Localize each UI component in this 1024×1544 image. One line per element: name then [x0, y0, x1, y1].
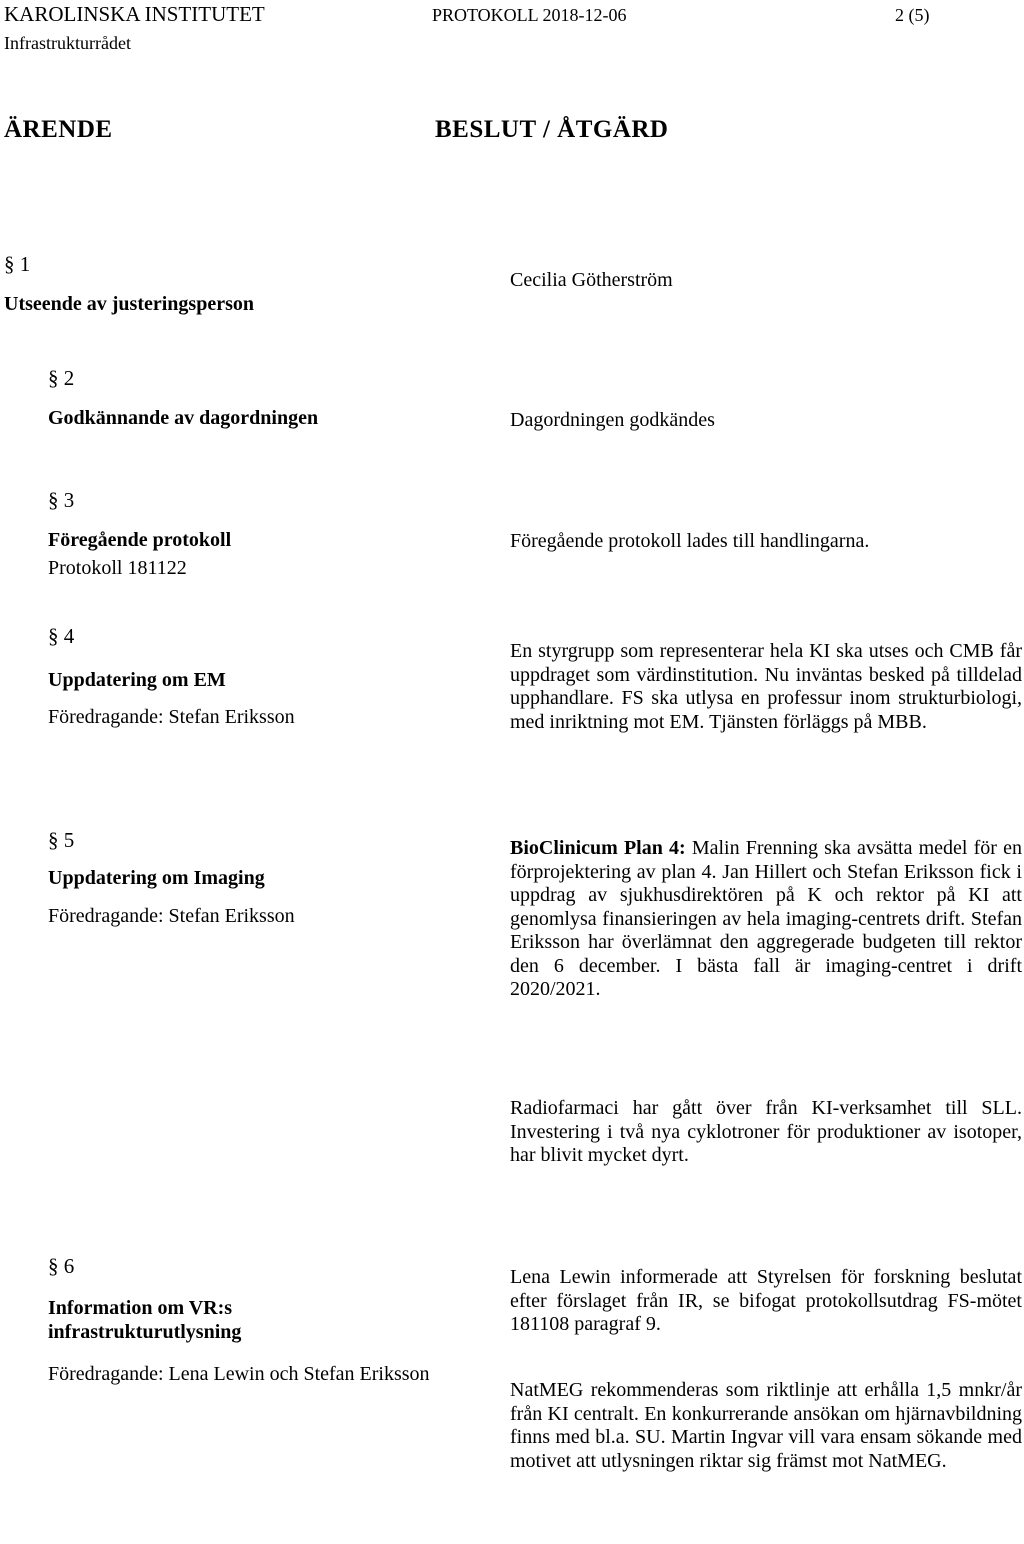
- item-decision: Cecilia Götherström: [510, 269, 673, 291]
- item-title: Föregående protokoll: [48, 529, 232, 551]
- item-number: § 3: [48, 488, 75, 512]
- item-number: § 1: [4, 252, 31, 276]
- item-number: § 5: [48, 828, 75, 852]
- decision-paragraph: Lena Lewin informerade att Styrelsen för forskning beslutat efter förslaget från IR, se bifogat protokollsutdrag FS-mötet 181108 paragraf 9.: [510, 1266, 1022, 1335]
- department-name: Infrastrukturrådet: [4, 33, 131, 53]
- decision-text: Malin Frenning ska avsätta medel för en förprojektering av plan 4. Jan Hillert och Stefan Eriksson fick i uppdrag av sjukhusdirektören på K och rektor på KI att genomlysa finansieringen av hela imaging-centrets drift. Stefan Eriksson har överlämnat den aggregerade budgeten till rektor den 6 december. I bästa fall är imaging-centret i drift 2020/2021.: [510, 837, 1022, 1000]
- item-subtitle: Protokoll 181122: [48, 557, 187, 579]
- item-decision-2: [510, 1379, 1022, 1473]
- decision-paragraph: Radiofarmaci har gått över från KI-verksamhet till SLL. Investering i två nya cyklotroner för produktioner av isotoper, har blivit mycket dyrt.: [510, 1097, 1022, 1166]
- item-decision: [510, 1266, 1022, 1337]
- item-subtitle: Föredragande: Lena Lewin och Stefan Eriksson: [48, 1363, 430, 1385]
- decision-paragraph: NatMEG rekommenderas som riktlinje att erhålla 1,5 mnkr/år från KI centralt. En konkurrerande ansökan om hjärnavbildning finns med bl.a. SU. Martin Ingvar vill vara ensam sökande med motivet att utlysningen riktar sig främst mot NatMEG.: [510, 1379, 1022, 1472]
- protocol-date: PROTOKOLL 2018-12-06: [432, 5, 627, 25]
- item-number: § 2: [48, 366, 75, 390]
- item-title: Utseende av justeringsperson: [4, 293, 254, 315]
- item-number: § 6: [48, 1254, 75, 1278]
- item-subtitle: Föredragande: Stefan Eriksson: [48, 905, 295, 927]
- item-title: Godkännande av dagordningen: [48, 407, 319, 429]
- column-title-beslut: BESLUT / ÅTGÄRD: [435, 116, 669, 143]
- decision-paragraph: [510, 837, 1022, 1002]
- column-title-arende: ÄRENDE: [4, 116, 113, 143]
- organization-name: KAROLINSKA INSTITUTET: [4, 2, 265, 26]
- decision-heading: BioClinicum Plan 4:: [510, 837, 686, 859]
- page-number: 2 (5): [895, 5, 930, 25]
- item-subtitle: Föredragande: Stefan Eriksson: [48, 706, 295, 728]
- item-decision: [510, 837, 1022, 1002]
- item-decision: [510, 640, 1022, 734]
- decision-paragraph: En styrgrupp som representerar hela KI ska utses och CMB får uppdraget som värdinstitution. Nu inväntas besked på tilldelad upphandlare. FS ska utlysa en professur inom strukturbiologi, med inriktning mot EM. Tjänsten förläggs på MBB.: [510, 640, 1022, 733]
- item-decision-2: [510, 1097, 1022, 1168]
- item-title: Uppdatering om EM: [48, 669, 226, 691]
- item-title: Information om VR:s infrastrukturutlysning: [48, 1297, 242, 1343]
- item-number: § 4: [48, 624, 75, 648]
- item-decision: Föregående protokoll lades till handlingarna.: [510, 530, 870, 552]
- item-decision: Dagordningen godkändes: [510, 409, 715, 431]
- item-title: Uppdatering om Imaging: [48, 867, 265, 889]
